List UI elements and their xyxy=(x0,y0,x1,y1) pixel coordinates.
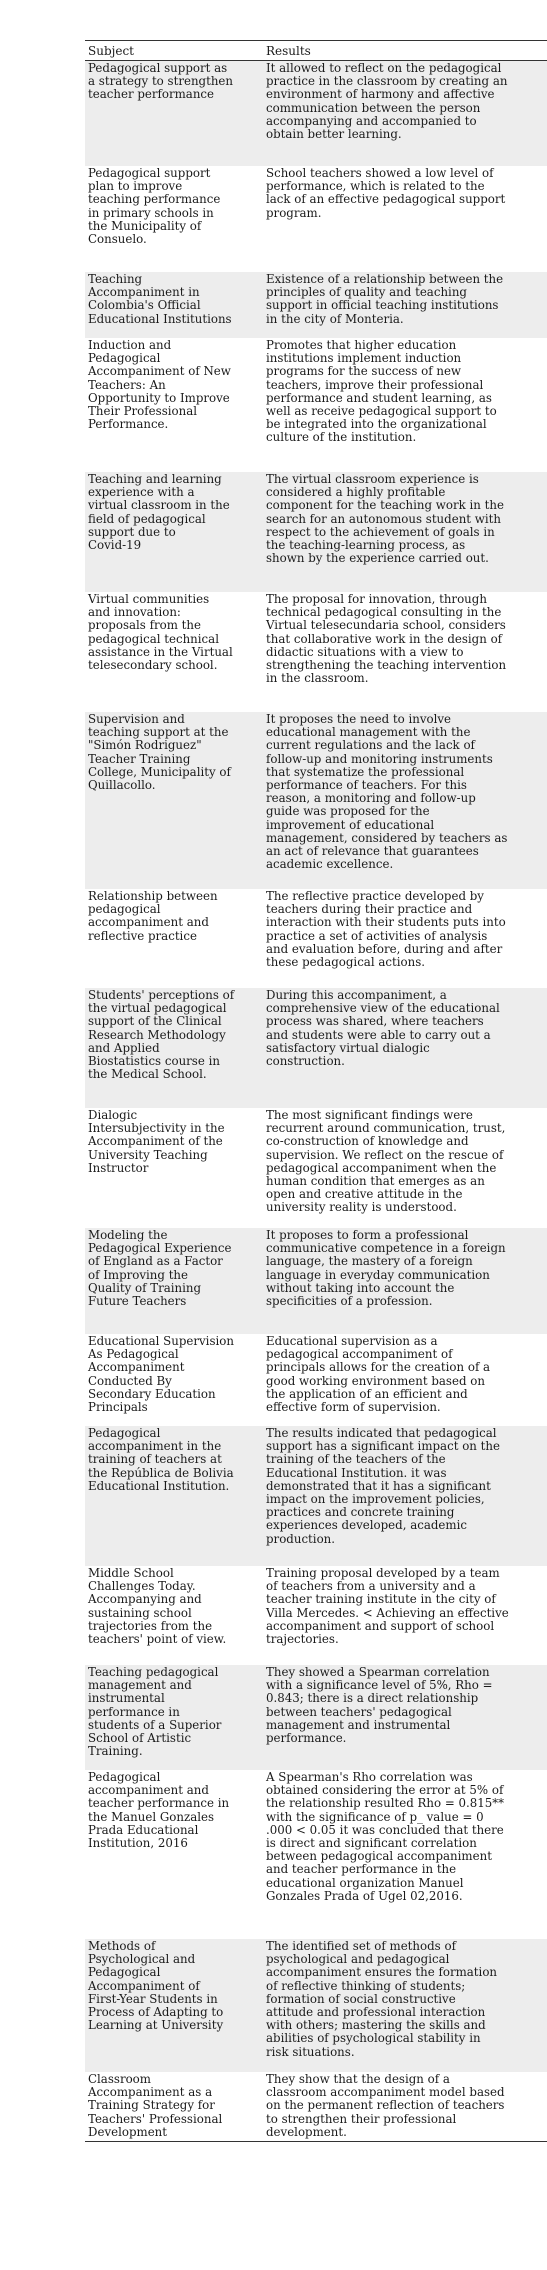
subject-cell: Pedagogical accompaniment in the training of teachers at the República de Bolivia Educational Institution. xyxy=(88,1426,234,1493)
table-row xyxy=(85,712,547,889)
subject-cell: Teaching Accompaniment in Colombia's Official Educational Institutions xyxy=(88,272,232,326)
results-table xyxy=(85,40,547,2142)
subject-cell: Virtual communities and innovation: proposals from the pedagogical technical assistance in the Virtual telesecondary school. xyxy=(88,592,233,673)
table-row xyxy=(85,472,547,592)
table-row xyxy=(85,1665,547,1770)
subject-cell: Relationship between pedagogical accompaniment and reflective practice xyxy=(88,889,218,943)
subject-cell: Teaching pedagogical management and instrumental performance in students of a Superior School of Artistic Training. xyxy=(88,1665,222,1759)
table-row xyxy=(85,1770,547,1939)
subject-cell: Methods of Psychological and Pedagogical Accompaniment of First-Year Students in Process of Adapting to Learning at University xyxy=(88,1939,224,2033)
results-cell: The most significant findings were recurrent around communication, trust, co-construction of knowledge and supervision. We reflect on the rescue of pedagogical accompaniment when the human condition that emerges as an open and creative attitude in the university reality is understood. xyxy=(266,1108,506,1215)
table-row xyxy=(85,889,547,988)
table-row xyxy=(85,1939,547,2072)
results-cell: The virtual classroom experience is considered a highly profitable component for the teaching work in the search for an autonomous student with respect to the achievement of goals in the teaching-learning process, as shown by the experience carried out. xyxy=(266,472,504,566)
results-cell: Training proposal developed by a team of teachers from a university and a teacher training institute in the city of Villa Mercedes. < Achieving an effective accompaniment and support of school trajectories. xyxy=(266,1566,509,1647)
results-cell: The identified set of methods of psychological and pedagogical accompaniment ensures the formation of reflective thinking of students; formation of social constructive attitude and professional interaction with others; mastering the skills and abilities of psychological stability in risk situations. xyxy=(266,1939,498,2059)
subject-cell: Middle School Challenges Today. Accompanying and sustaining school trajectories from the teachers' point of view. xyxy=(88,1566,227,1647)
subject-cell: Induction and Pedagogical Accompaniment of New Teachers: An Opportunity to Improve Their Professional Performance. xyxy=(88,338,231,432)
header-results: Results xyxy=(266,43,311,58)
table-row xyxy=(85,166,547,272)
table-row xyxy=(85,1108,547,1228)
results-cell: Educational supervision as a pedagogical accompaniment of principals allows for the creation of a good working environment based on the application of an efficient and effective form of supervision. xyxy=(266,1334,491,1415)
results-cell: The proposal for innovation, through technical pedagogical consulting in the Virtual telesecundaria school, considers that collaborative work in the design of didactic situations with a view to strengthening the teaching intervention in the classroom. xyxy=(266,592,507,686)
subject-cell: Dialogic Intersubjectivity in the Accompaniment of the University Teaching Instructor xyxy=(88,1108,225,1175)
table-header xyxy=(85,40,547,61)
results-cell: They showed a Spearman correlation with a significance level of 5%, Rho = 0.843; there is a direct relationship between teachers' pedagogical management and instrumental performance. xyxy=(266,1665,493,1746)
subject-cell: Students' perceptions of the virtual pedagogical support of the Clinical Research Methodology and Applied Biostatistics course in the Medical School. xyxy=(88,988,235,1082)
results-cell: It proposes the need to involve educational management with the current regulations and the lack of follow-up and monitoring instruments that systematize the professional performance of teachers. For this reason, a monitoring and follow-up guide was proposed for the improvement of educational management, considered by teachers as an act of relevance that guarantees academic excellence. xyxy=(266,712,508,872)
table-row xyxy=(85,592,547,712)
results-cell: The results indicated that pedagogical support has a significant impact on the training of the teachers of the Educational Institution. it was demonstrated that it has a significant impact on the improvement policies, practices and concrete training experiences developed, academic production. xyxy=(266,1426,500,1546)
results-cell: The reflective practice developed by teachers during their practice and interaction with their students puts into practice a set of activities of analysis and evaluation before, during and after these pedagogical actions. xyxy=(266,889,506,970)
table-row xyxy=(85,1426,547,1566)
header-subject: Subject xyxy=(88,43,134,58)
results-cell: They show that the design of a classroom accompaniment model based on the permanent reflection of teachers to strengthen their professional development. xyxy=(266,2072,505,2139)
subject-cell: Teaching and learning experience with a virtual classroom in the field of pedagogical support due to Covid-19 xyxy=(88,472,230,553)
subject-cell: Pedagogical support as a strategy to strengthen teacher performance xyxy=(88,61,234,102)
results-cell: Existence of a relationship between the principles of quality and teaching support in official teaching institutions in the city of Monteria. xyxy=(266,272,504,326)
table-row xyxy=(85,1566,547,1665)
subject-cell: Supervision and teaching support at the "Simón Rodriguez" Teacher Training College, Municipality of Quillacollo. xyxy=(88,712,231,793)
subject-cell: Pedagogical support plan to improve teaching performance in primary schools in the Municipality of Consuelo. xyxy=(88,166,221,247)
table-row xyxy=(85,1228,547,1334)
table-row xyxy=(85,2072,547,2142)
results-cell: A Spearman's Rho correlation was obtained considering the error at 5% of the relationship resulted Rho = 0.815** with the significance of p_ value = 0 .000 < 0.05 it was concluded that there is direct and significant correlation between pedagogical accompaniment and teacher performance in the educational organization Manuel Gonzales Prada of Ugel 02,2016. xyxy=(266,1770,505,1903)
subject-cell: Pedagogical accompaniment and teacher performance in the Manuel Gonzales Prada Educational Institution, 2016 xyxy=(88,1770,230,1851)
table-row xyxy=(85,272,547,338)
table-row xyxy=(85,1334,547,1426)
subject-cell: Modeling the Pedagogical Experience of England as a Factor of Improving the Quality of Training Future Teachers xyxy=(88,1228,232,1309)
results-cell: Promotes that higher education institutions implement induction programs for the success of new teachers, improve their professional performance and student learning, as well as receive pedagogical support to be integrated into the organizational culture of the institution. xyxy=(266,338,497,445)
results-cell: During this accompaniment, a comprehensive view of the educational process was shared, where teachers and students were able to carry out a satisfactory virtual dialogic construction. xyxy=(266,988,500,1069)
results-cell: School teachers showed a low level of performance, which is related to the lack of an effective pedagogical support program. xyxy=(266,166,506,220)
subject-cell: Classroom Accompaniment as a Training Strategy for Teachers' Professional Development xyxy=(88,2072,223,2139)
table-row xyxy=(85,338,547,472)
results-cell: It allowed to reflect on the pedagogical practice in the classroom by creating an environment of harmony and affective communication between the person accompanying and accompanied to obtain better learning. xyxy=(266,61,508,142)
results-cell: It proposes to form a professional communicative competence in a foreign language, the mastery of a foreign language in everyday communication without taking into account the specificities of a profession. xyxy=(266,1228,506,1309)
table-row xyxy=(85,61,547,166)
subject-cell: Educational Supervision As Pedagogical Accompaniment Conducted By Secondary Education Principals xyxy=(88,1334,234,1415)
table-row xyxy=(85,988,547,1108)
